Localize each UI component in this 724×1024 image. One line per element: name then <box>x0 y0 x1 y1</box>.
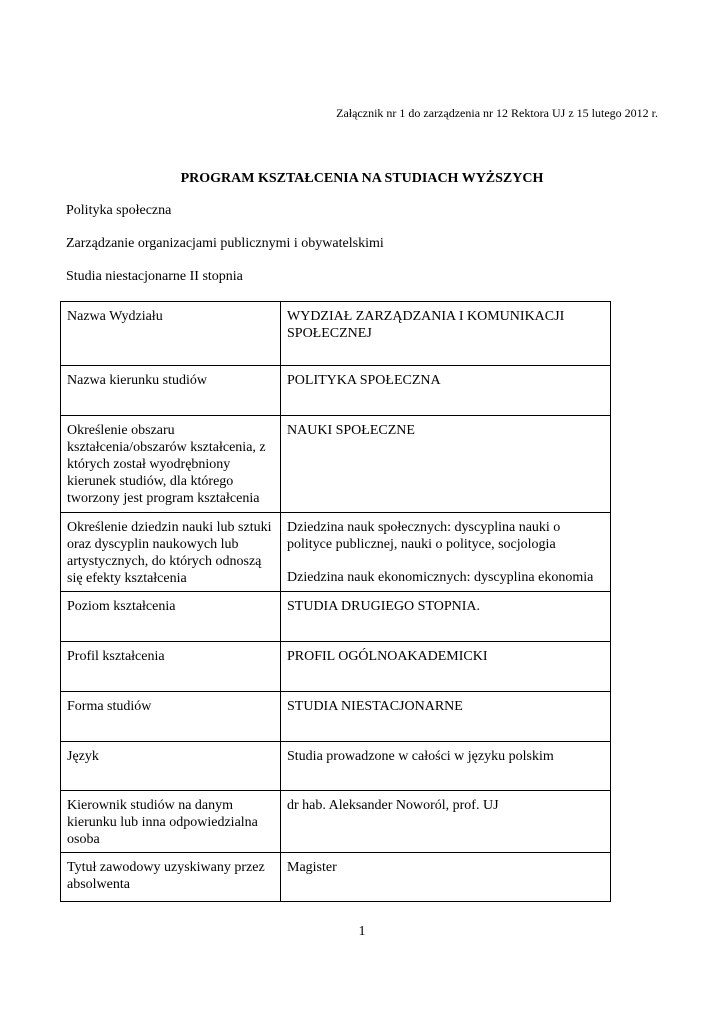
field-of-study: Polityka społeczna <box>66 203 172 218</box>
document-title: PROGRAM KSZTAŁCENIA NA STUDIACH WYŻSZYCH <box>180 171 544 186</box>
row-label: Kierownik studiów na danym kierunku lub inna odpowiedzialna osoba <box>61 791 281 853</box>
row-label: Określenie obszaru kształcenia/obszarów kształcenia, z których został wyodrębniony kierunek studiów, dla którego tworzony jest program kształcenia <box>61 416 281 513</box>
row-value: WYDZIAŁ ZARZĄDZANIA I KOMUNIKACJI SPOŁECZNEJ <box>281 302 611 366</box>
row-label: Forma studiów <box>61 692 281 742</box>
table-row <box>61 592 611 642</box>
row-value: Magister <box>281 853 611 902</box>
specialization: Zarządzanie organizacjami publicznymi i obywatelskimi <box>66 236 384 251</box>
row-value: STUDIA NIESTACJONARNE <box>281 692 611 742</box>
row-value-secondary: Dziedzina nauk ekonomicznych: dyscyplina ekonomia <box>287 570 594 585</box>
table-row <box>61 742 611 791</box>
row-label: Poziom kształcenia <box>61 592 281 642</box>
table-row <box>61 791 611 853</box>
row-label: Tytuł zawodowy uzyskiwany przez absolwenta <box>61 853 281 902</box>
table-row <box>61 366 611 416</box>
row-value: PROFIL OGÓLNOAKADEMICKI <box>281 642 611 692</box>
page-number: 1 <box>358 924 366 939</box>
spacer <box>287 553 604 569</box>
program-info-table <box>60 301 611 902</box>
row-value: dr hab. Aleksander Noworól, prof. UJ <box>281 791 611 853</box>
row-label: Nazwa kierunku studiów <box>61 366 281 416</box>
table-row <box>61 513 611 592</box>
table-row <box>61 642 611 692</box>
table-row <box>61 853 611 902</box>
row-value-group <box>281 513 611 592</box>
row-value: NAUKI SPOŁECZNE <box>281 416 611 513</box>
row-label: Profil kształcenia <box>61 642 281 692</box>
row-value: Dziedzina nauk społecznych: dyscyplina nauki o polityce publicznej, nauki o polityce, socjologia <box>287 520 561 552</box>
table-row <box>61 692 611 742</box>
annex-reference: Załącznik nr 1 do zarządzenia nr 12 Rektora UJ z 15 lutego 2012 r. <box>336 106 658 120</box>
table-row <box>61 416 611 513</box>
row-value: STUDIA DRUGIEGO STOPNIA. <box>281 592 611 642</box>
row-label: Język <box>61 742 281 791</box>
row-label: Określenie dziedzin nauki lub sztuki oraz dyscyplin naukowych lub artystycznych, do których odnoszą się efekty kształcenia <box>61 513 281 592</box>
table-row <box>61 302 611 366</box>
study-mode: Studia niestacjonarne II stopnia <box>66 269 243 284</box>
row-value: POLITYKA SPOŁECZNA <box>281 366 611 416</box>
row-value: Studia prowadzone w całości w języku polskim <box>281 742 611 791</box>
row-label: Nazwa Wydziału <box>61 302 281 366</box>
